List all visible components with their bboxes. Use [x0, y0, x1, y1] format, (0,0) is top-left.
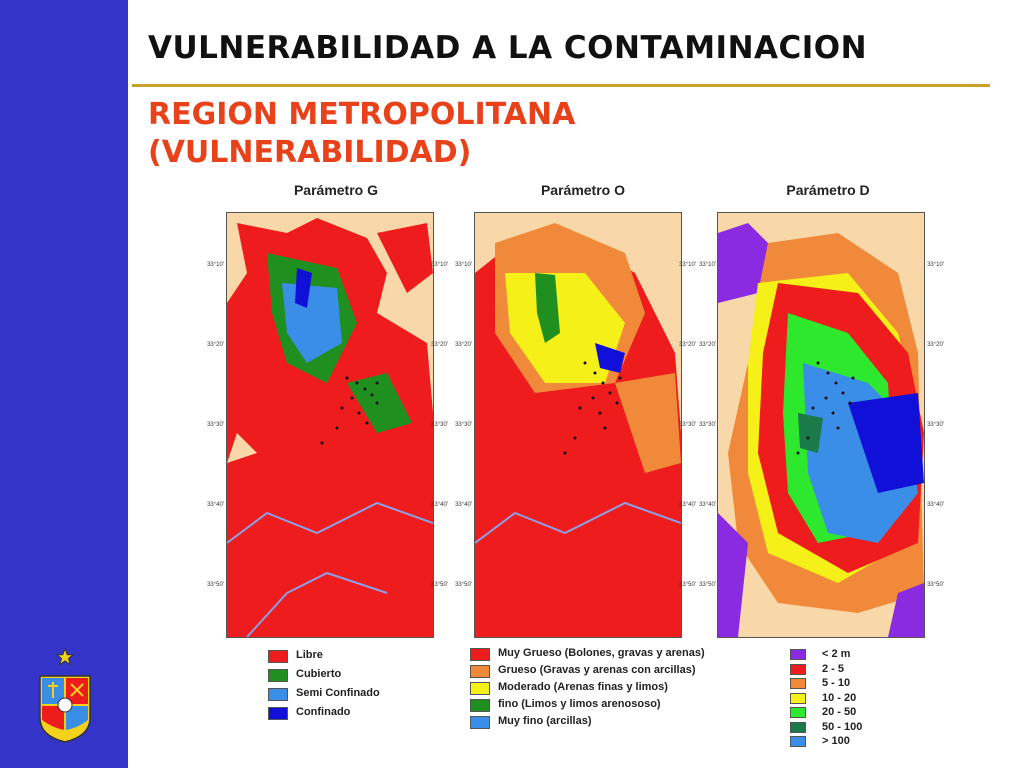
legend-label: Confinado — [296, 706, 351, 718]
lat-label: 33°30' — [207, 422, 224, 428]
legend-swatch — [268, 669, 288, 682]
page-subtitle — [148, 96, 575, 172]
legend-swatch — [268, 707, 288, 720]
legend-label: Semi Confinado — [296, 687, 380, 699]
lat-label: 33°20' — [455, 342, 472, 348]
lat-label: 33°10' — [455, 262, 472, 268]
lat-label: 33°40' — [431, 502, 448, 508]
map-parametro-d — [717, 212, 925, 638]
page-title: VULNERABILIDAD A LA CONTAMINACION — [148, 30, 868, 66]
lat-label: 33°40' — [927, 502, 944, 508]
legend-label: Moderado (Arenas finas y limos) — [498, 681, 668, 693]
lat-label: 33°50' — [431, 582, 448, 588]
lat-label: 33°10' — [927, 262, 944, 268]
lat-label: 33°30' — [927, 422, 944, 428]
legend-swatch — [790, 707, 806, 718]
lat-label: 33°30' — [679, 422, 696, 428]
legend-swatch — [470, 682, 490, 695]
legend-label: fino (Limos y limos arenososo) — [498, 698, 661, 710]
coat-of-arms-icon — [38, 674, 92, 744]
lat-label: 33°30' — [431, 422, 448, 428]
map-label-d: Parámetro D — [786, 182, 870, 198]
legend-swatch — [268, 650, 288, 663]
legend-label: 50 - 100 — [822, 720, 863, 733]
lat-label: 33°50' — [699, 582, 716, 588]
lat-label: 33°50' — [207, 582, 224, 588]
legend-label: Cubierto — [296, 668, 342, 680]
legend-swatch — [790, 736, 806, 747]
map-d-graphic — [718, 213, 924, 637]
map-parametro-o — [474, 212, 682, 638]
legend-label: 5 - 10 — [822, 677, 851, 689]
subtitle-line-2: (VULNERABILIDAD) — [148, 135, 472, 170]
legend-swatch — [790, 678, 806, 689]
map-label-g: Parámetro G — [293, 182, 379, 198]
legend-label: Muy Grueso (Bolones, gravas y arenas) — [498, 647, 705, 659]
map-o-graphic — [475, 213, 681, 637]
lat-label: 33°30' — [455, 422, 472, 428]
lat-label: 33°20' — [431, 342, 448, 348]
legend-label: > 100 — [822, 735, 850, 747]
legend-label: Libre — [296, 649, 323, 661]
legend-swatch — [790, 664, 806, 675]
lat-label: 33°20' — [927, 342, 944, 348]
legend-swatch — [470, 716, 490, 729]
star-icon — [56, 648, 74, 666]
legend-label: 20 - 50 — [822, 706, 857, 718]
lat-label: 33°30' — [699, 422, 716, 428]
lat-label: 33°50' — [679, 582, 696, 588]
legend-label: 2 - 5 — [822, 662, 845, 675]
legend-label: < 2 m — [822, 648, 851, 660]
map-g-graphic — [227, 213, 433, 637]
lat-label: 33°10' — [207, 262, 224, 268]
legend-swatch — [790, 693, 806, 704]
lat-label: 33°20' — [679, 342, 696, 348]
lat-label: 33°40' — [455, 502, 472, 508]
legend-label: Grueso (Gravas y arenas con arcillas) — [498, 664, 696, 676]
lat-label: 33°20' — [699, 342, 716, 348]
lat-label: 33°50' — [927, 582, 944, 588]
lat-label: 33°10' — [679, 262, 696, 268]
legend-swatch — [268, 688, 288, 701]
lat-label: 33°40' — [207, 502, 224, 508]
map-label-o: Parámetro O — [540, 182, 626, 198]
legend-swatch — [790, 722, 806, 733]
legend-swatch — [790, 649, 806, 660]
title-divider — [132, 84, 990, 87]
lat-label: 33°40' — [679, 502, 696, 508]
legend-label: Muy fino (arcillas) — [498, 715, 592, 727]
legend-swatch — [470, 699, 490, 712]
lat-label: 33°40' — [699, 502, 716, 508]
lat-label: 33°10' — [699, 262, 716, 268]
subtitle-line-1: REGION METROPOLITANA — [148, 97, 576, 132]
legend-swatch — [470, 665, 490, 678]
legend-label: 10 - 20 — [822, 691, 857, 704]
lat-label: 33°10' — [431, 262, 448, 268]
legend-swatch — [470, 648, 490, 661]
map-parametro-g — [226, 212, 434, 638]
lat-label: 33°50' — [455, 582, 472, 588]
lat-label: 33°20' — [207, 342, 224, 348]
